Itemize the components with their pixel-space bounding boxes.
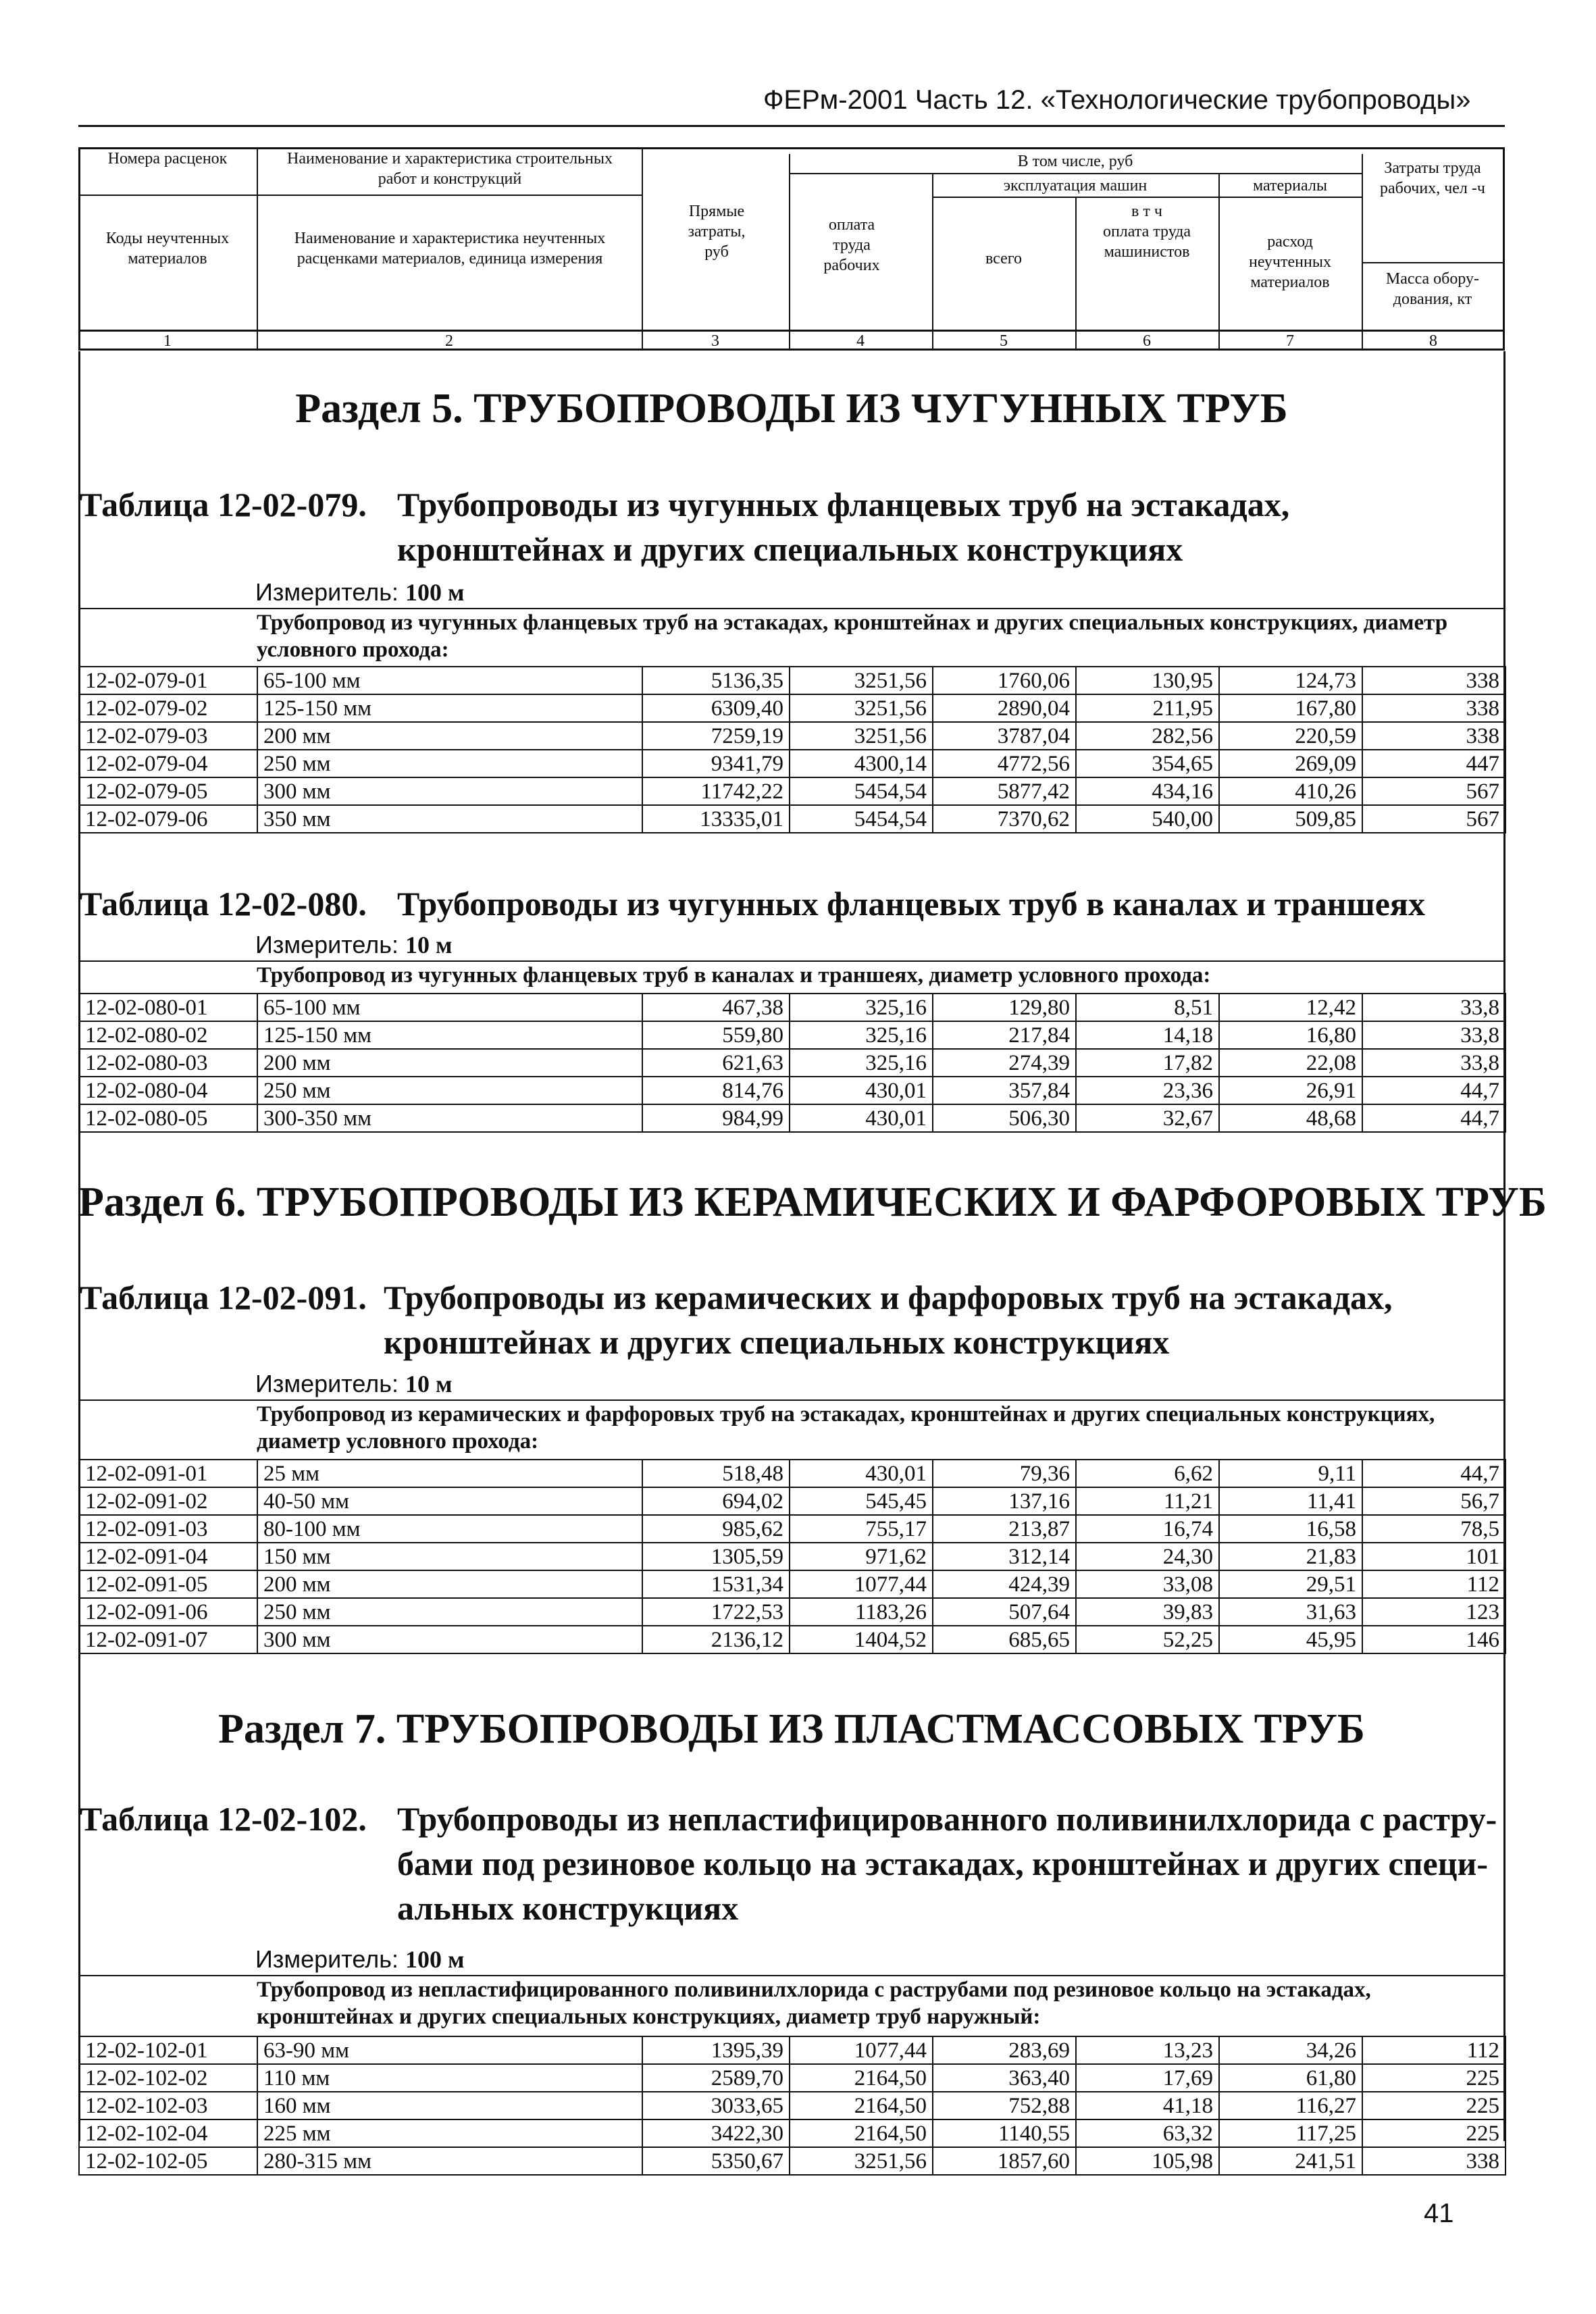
value-cell: 540,00 <box>1076 805 1219 833</box>
table-row <box>79 1077 1505 1104</box>
rate-code: 12-02-080-04 <box>79 1077 257 1104</box>
table-091-caption <box>80 1275 1503 1370</box>
materials-label: материалы <box>1252 177 1327 195</box>
table-row <box>79 1049 1505 1077</box>
col-divider <box>1218 174 1220 350</box>
value-cell: 39,83 <box>1076 1598 1219 1626</box>
diameter: 63-90 мм <box>257 2036 642 2064</box>
value-cell: 22,08 <box>1219 1049 1362 1077</box>
rate-code: 12-02-080-01 <box>79 994 257 1021</box>
value-cell: 21,83 <box>1219 1543 1362 1570</box>
rate-code: 12-02-091-05 <box>79 1570 257 1598</box>
row-divider <box>789 173 1362 174</box>
value-cell: 424,39 <box>933 1570 1076 1598</box>
meter-label: Измеритель: <box>255 578 398 606</box>
value-cell: 545,45 <box>790 1487 933 1515</box>
table-row <box>79 1487 1505 1515</box>
table-091-title: Трубопроводы из керамических и фарфоровых труб на эстакадах, кронштейнах и других специальных конструкциях <box>384 1279 1393 1361</box>
value-cell: 61,80 <box>1219 2064 1362 2092</box>
table-row <box>79 2119 1505 2147</box>
value-cell: 4300,14 <box>790 750 933 777</box>
rate-code: 12-02-091-01 <box>79 1460 257 1487</box>
col4-label: оплата труда рабочих <box>823 216 880 274</box>
table-091 <box>78 1459 1506 1654</box>
value-cell: 44,7 <box>1362 1104 1505 1132</box>
col-divider <box>1362 154 1363 350</box>
table-row <box>79 1460 1505 1487</box>
value-cell: 7370,62 <box>933 805 1076 833</box>
section-6-title: Раздел 6. ТРУБОПРОВОДЫ ИЗ КЕРАМИЧЕСКИХ И ФАРФОРОВЫХ ТРУБ <box>78 1179 1547 1225</box>
value-cell: 26,91 <box>1219 1077 1362 1104</box>
colnum-8: 8 <box>1429 332 1437 350</box>
header-rule <box>78 125 1505 127</box>
value-cell: 430,01 <box>790 1077 933 1104</box>
col6-label: оплата труда машинистов <box>1102 223 1191 261</box>
value-cell: 56,7 <box>1362 1487 1505 1515</box>
meter-value: 100 м <box>405 579 465 606</box>
value-cell: 129,80 <box>933 994 1076 1021</box>
value-cell: 447 <box>1362 750 1505 777</box>
diameter: 200 мм <box>257 1570 642 1598</box>
value-cell: 3251,56 <box>790 2147 933 2175</box>
value-cell: 3422,30 <box>642 2119 790 2147</box>
value-cell: 44,7 <box>1362 1460 1505 1487</box>
value-cell: 9,11 <box>1219 1460 1362 1487</box>
value-cell: 283,69 <box>933 2036 1076 2064</box>
col1-top-label: Номера расценок <box>107 150 228 168</box>
value-cell: 325,16 <box>790 1021 933 1049</box>
value-cell: 117,25 <box>1219 2119 1362 2147</box>
table-row <box>79 994 1505 1021</box>
table-102-subtitle: Трубопровод из непластифицированного поливинилхлорида с раструбами под резиновое кольцо на эстакадах, кронштейнах и других специальных конструкциях, диаметр труб наружный: <box>257 1978 1371 2029</box>
meter-label: Измеритель: <box>255 1945 398 1973</box>
colnum-3: 3 <box>711 332 719 350</box>
diameter: 110 мм <box>257 2064 642 2092</box>
value-cell: 325,16 <box>790 994 933 1021</box>
value-cell: 225 <box>1362 2064 1505 2092</box>
value-cell: 11,21 <box>1076 1487 1219 1515</box>
value-cell: 434,16 <box>1076 777 1219 805</box>
value-cell: 211,95 <box>1076 694 1219 722</box>
diameter: 40-50 мм <box>257 1487 642 1515</box>
value-cell: 112 <box>1362 1570 1505 1598</box>
table-080-label: Таблица 12-02-080. <box>80 885 367 923</box>
diameter: 65-100 мм <box>257 667 642 694</box>
rate-code: 12-02-080-03 <box>79 1049 257 1077</box>
value-cell: 123 <box>1362 1598 1505 1626</box>
col7-label: расход неучтенных материалов <box>1249 233 1331 291</box>
value-cell: 567 <box>1362 805 1505 833</box>
table-row <box>79 1104 1505 1132</box>
frame-right <box>1503 147 1505 350</box>
value-cell: 16,58 <box>1219 1515 1362 1543</box>
value-cell: 755,17 <box>790 1515 933 1543</box>
value-cell: 124,73 <box>1219 667 1362 694</box>
rate-code: 12-02-079-02 <box>79 694 257 722</box>
value-cell: 24,30 <box>1076 1543 1219 1570</box>
value-cell: 685,65 <box>933 1626 1076 1653</box>
value-cell: 752,88 <box>933 2092 1076 2119</box>
col-divider <box>789 154 790 350</box>
colnum-7: 7 <box>1286 332 1294 350</box>
value-cell: 338 <box>1362 2147 1505 2175</box>
value-cell: 2136,12 <box>642 1626 790 1653</box>
table-091-subtitle: Трубопровод из керамических и фарфоровых труб на эстакадах, кронштейнах и других специальных конструкциях, диаметр условного прохода: <box>257 1402 1435 1454</box>
diameter: 125-150 мм <box>257 1021 642 1049</box>
rate-code: 12-02-091-03 <box>79 1515 257 1543</box>
value-cell: 3251,56 <box>790 694 933 722</box>
value-cell: 338 <box>1362 694 1505 722</box>
table-091-meter <box>255 1370 453 1398</box>
value-cell: 17,69 <box>1076 2064 1219 2092</box>
table-row <box>79 2064 1505 2092</box>
colnum-1: 1 <box>163 332 172 350</box>
value-cell: 312,14 <box>933 1543 1076 1570</box>
rate-code: 12-02-102-05 <box>79 2147 257 2175</box>
value-cell: 985,62 <box>642 1515 790 1543</box>
colnum-4: 4 <box>856 332 865 350</box>
value-cell: 1404,52 <box>790 1626 933 1653</box>
col-divider <box>642 147 643 350</box>
value-cell: 3787,04 <box>933 722 1076 750</box>
value-cell: 2164,50 <box>790 2092 933 2119</box>
value-cell: 8,51 <box>1076 994 1219 1021</box>
value-cell: 4772,56 <box>933 750 1076 777</box>
section-7-title: Раздел 7. ТРУБОПРОВОДЫ ИЗ ПЛАСТМАССОВЫХ ТРУБ <box>218 1706 1365 1752</box>
value-cell: 101 <box>1362 1543 1505 1570</box>
diameter: 150 мм <box>257 1543 642 1570</box>
table-080-meter <box>255 931 453 959</box>
table-row <box>79 1598 1505 1626</box>
value-cell: 467,38 <box>642 994 790 1021</box>
value-cell: 1857,60 <box>933 2147 1076 2175</box>
value-cell: 518,48 <box>642 1460 790 1487</box>
table-row <box>79 1543 1505 1570</box>
value-cell: 3251,56 <box>790 722 933 750</box>
value-cell: 225 <box>1362 2092 1505 2119</box>
value-cell: 13335,01 <box>642 805 790 833</box>
col-divider <box>257 147 258 350</box>
rate-code: 12-02-079-05 <box>79 777 257 805</box>
value-cell: 2164,50 <box>790 2119 933 2147</box>
colnum-2: 2 <box>445 332 453 350</box>
value-cell: 338 <box>1362 667 1505 694</box>
row-divider <box>932 197 1362 198</box>
table-079-subtitle: Трубопровод из чугунных фланцевых труб на эстакадах, кронштейнах и других специальных конструкциях, диаметр условного прохода: <box>257 611 1448 662</box>
col2-bottom-label: Наименование и характеристика неучтенных расценками материалов, единица измерения <box>294 230 606 267</box>
diameter: 300 мм <box>257 777 642 805</box>
value-cell: 5877,42 <box>933 777 1076 805</box>
table-row <box>79 1515 1505 1543</box>
diameter: 250 мм <box>257 1077 642 1104</box>
value-cell: 5454,54 <box>790 805 933 833</box>
value-cell: 430,01 <box>790 1104 933 1132</box>
table-102-meter <box>255 1945 465 1974</box>
value-cell: 16,80 <box>1219 1021 1362 1049</box>
diameter: 65-100 мм <box>257 994 642 1021</box>
value-cell: 105,98 <box>1076 2147 1219 2175</box>
table-row <box>79 667 1505 694</box>
rate-code: 12-02-102-04 <box>79 2119 257 2147</box>
value-cell: 13,23 <box>1076 2036 1219 2064</box>
value-cell: 137,16 <box>933 1487 1076 1515</box>
meter-value: 10 м <box>405 1370 453 1397</box>
value-cell: 241,51 <box>1219 2147 1362 2175</box>
table-102 <box>78 2036 1506 2176</box>
value-cell: 14,18 <box>1076 1021 1219 1049</box>
table-079-label: Таблица 12-02-079. <box>80 486 367 523</box>
rate-code: 12-02-079-01 <box>79 667 257 694</box>
value-cell: 34,26 <box>1219 2036 1362 2064</box>
value-cell: 1077,44 <box>790 2036 933 2064</box>
col3-label: Прямые затраты, руб <box>688 203 746 261</box>
value-cell: 1077,44 <box>790 1570 933 1598</box>
rate-code: 12-02-080-05 <box>79 1104 257 1132</box>
value-cell: 7259,19 <box>642 722 790 750</box>
diameter: 350 мм <box>257 805 642 833</box>
table-079-title: Трубопроводы из чугунных фланцевых труб на эстакадах, кронштейнах и других специальных конструкциях <box>397 486 1290 568</box>
value-cell: 1183,26 <box>790 1598 933 1626</box>
meter-label: Измеритель: <box>255 931 398 958</box>
table-row <box>79 805 1505 833</box>
value-cell: 5454,54 <box>790 777 933 805</box>
diameter: 300-350 мм <box>257 1104 642 1132</box>
btch-label: в т ч <box>1131 203 1162 220</box>
value-cell: 79,36 <box>933 1460 1076 1487</box>
table-080 <box>78 993 1506 1133</box>
diameter: 225 мм <box>257 2119 642 2147</box>
row-divider <box>78 195 642 196</box>
value-cell: 282,56 <box>1076 722 1219 750</box>
value-cell: 32,67 <box>1076 1104 1219 1132</box>
rate-code: 12-02-079-04 <box>79 750 257 777</box>
diameter: 200 мм <box>257 1049 642 1077</box>
value-cell: 506,30 <box>933 1104 1076 1132</box>
value-cell: 509,85 <box>1219 805 1362 833</box>
table-102-caption <box>80 1797 1503 1938</box>
table-row <box>79 694 1505 722</box>
table-row <box>79 777 1505 805</box>
rate-code: 12-02-091-04 <box>79 1543 257 1570</box>
table-102-label: Таблица 12-02-102. <box>80 1800 367 1838</box>
colnum-5: 5 <box>1000 332 1008 350</box>
value-cell: 274,39 <box>933 1049 1076 1077</box>
value-cell: 410,26 <box>1219 777 1362 805</box>
value-cell: 213,87 <box>933 1515 1076 1543</box>
value-cell: 116,27 <box>1219 2092 1362 2119</box>
value-cell: 984,99 <box>642 1104 790 1132</box>
rate-code: 12-02-079-06 <box>79 805 257 833</box>
value-cell: 1531,34 <box>642 1570 790 1598</box>
value-cell: 11,41 <box>1219 1487 1362 1515</box>
rate-code: 12-02-102-03 <box>79 2092 257 2119</box>
diameter: 250 мм <box>257 750 642 777</box>
value-cell: 33,8 <box>1362 1021 1505 1049</box>
value-cell: 1140,55 <box>933 2119 1076 2147</box>
table-row <box>79 2036 1505 2064</box>
table-091-label: Таблица 12-02-091. <box>80 1279 367 1316</box>
col5-label: всего <box>985 250 1023 267</box>
table-row <box>79 722 1505 750</box>
value-cell: 1760,06 <box>933 667 1076 694</box>
diameter: 300 мм <box>257 1626 642 1653</box>
rate-code: 12-02-091-06 <box>79 1598 257 1626</box>
value-cell: 325,16 <box>790 1049 933 1077</box>
diameter: 200 мм <box>257 722 642 750</box>
value-cell: 33,08 <box>1076 1570 1219 1598</box>
meter-value: 10 м <box>405 931 453 958</box>
value-cell: 559,80 <box>642 1021 790 1049</box>
value-cell: 52,25 <box>1076 1626 1219 1653</box>
value-cell: 16,74 <box>1076 1515 1219 1543</box>
value-cell: 694,02 <box>642 1487 790 1515</box>
table-079 <box>78 666 1506 833</box>
running-header: ФЕРм-2001 Часть 12. «Технологические трубопроводы» <box>763 85 1471 115</box>
table-row <box>79 2147 1505 2175</box>
value-cell: 33,8 <box>1362 994 1505 1021</box>
value-cell: 1305,59 <box>642 1543 790 1570</box>
value-cell: 41,18 <box>1076 2092 1219 2119</box>
value-cell: 225 <box>1362 2119 1505 2147</box>
value-cell: 217,84 <box>933 1021 1076 1049</box>
value-cell: 48,68 <box>1219 1104 1362 1132</box>
table-row <box>79 2092 1505 2119</box>
machines-label: эксплуатация машин <box>1003 177 1148 195</box>
value-cell: 29,51 <box>1219 1570 1362 1598</box>
group-label: В том числе, руб <box>1017 153 1133 170</box>
value-cell: 9341,79 <box>642 750 790 777</box>
diameter: 280-315 мм <box>257 2147 642 2175</box>
value-cell: 5136,35 <box>642 667 790 694</box>
value-cell: 23,36 <box>1076 1077 1219 1104</box>
value-cell: 269,09 <box>1219 750 1362 777</box>
table-102-title: Трубопроводы из непластифицированного поливинилхлорида с растру-бами под резиновое кольцо на эстакадах, кронштейнах и других специ-альных конструкциях <box>397 1800 1497 1927</box>
column-header <box>78 147 1505 351</box>
value-cell: 3033,65 <box>642 2092 790 2119</box>
rate-code: 12-02-080-02 <box>79 1021 257 1049</box>
value-cell: 971,62 <box>790 1543 933 1570</box>
value-cell: 621,63 <box>642 1049 790 1077</box>
col8-top-label: Затраты труда рабочих, чел -ч <box>1380 159 1485 197</box>
value-cell: 6309,40 <box>642 694 790 722</box>
value-cell: 33,8 <box>1362 1049 1505 1077</box>
value-cell: 357,84 <box>933 1077 1076 1104</box>
meter-value: 100 м <box>405 1946 465 1973</box>
value-cell: 338 <box>1362 722 1505 750</box>
value-cell: 430,01 <box>790 1460 933 1487</box>
table-079-meter <box>255 578 465 607</box>
diameter: 160 мм <box>257 2092 642 2119</box>
colnum-6: 6 <box>1143 332 1151 350</box>
value-cell: 5350,67 <box>642 2147 790 2175</box>
value-cell: 44,7 <box>1362 1077 1505 1104</box>
rate-code: 12-02-102-01 <box>79 2036 257 2064</box>
value-cell: 363,40 <box>933 2064 1076 2092</box>
table-row <box>79 1570 1505 1598</box>
table-079-caption <box>80 482 1503 577</box>
diameter: 125-150 мм <box>257 694 642 722</box>
frame-left <box>78 147 80 350</box>
value-cell: 45,95 <box>1219 1626 1362 1653</box>
value-cell: 17,82 <box>1076 1049 1219 1077</box>
diameter: 80-100 мм <box>257 1515 642 1543</box>
value-cell: 814,76 <box>642 1077 790 1104</box>
value-cell: 78,5 <box>1362 1515 1505 1543</box>
value-cell: 2890,04 <box>933 694 1076 722</box>
col8-bottom-label: Масса обору-дования, кт <box>1385 270 1480 308</box>
rate-code: 12-02-091-02 <box>79 1487 257 1515</box>
diameter: 250 мм <box>257 1598 642 1626</box>
col2-top-label: Наименование и характеристика строительных работ и конструкций <box>287 150 613 188</box>
value-cell: 63,32 <box>1076 2119 1219 2147</box>
col1-bottom-label: Коды неучтенных материалов <box>105 230 230 267</box>
rate-code: 12-02-079-03 <box>79 722 257 750</box>
value-cell: 2164,50 <box>790 2064 933 2092</box>
value-cell: 11742,22 <box>642 777 790 805</box>
table-080-caption <box>80 881 1503 929</box>
value-cell: 12,42 <box>1219 994 1362 1021</box>
rate-code: 12-02-102-02 <box>79 2064 257 2092</box>
value-cell: 6,62 <box>1076 1460 1219 1487</box>
diameter: 25 мм <box>257 1460 642 1487</box>
table-row <box>79 1626 1505 1653</box>
row-divider <box>1363 262 1503 263</box>
value-cell: 567 <box>1362 777 1505 805</box>
meter-label: Измеритель: <box>255 1370 398 1397</box>
table-row <box>79 1021 1505 1049</box>
value-cell: 507,64 <box>933 1598 1076 1626</box>
value-cell: 130,95 <box>1076 667 1219 694</box>
value-cell: 1722,53 <box>642 1598 790 1626</box>
value-cell: 112 <box>1362 2036 1505 2064</box>
value-cell: 167,80 <box>1219 694 1362 722</box>
value-cell: 31,63 <box>1219 1598 1362 1626</box>
page-number: 41 <box>1424 2199 1454 2228</box>
value-cell: 3251,56 <box>790 667 933 694</box>
section-5-title: Раздел 5. ТРУБОПРОВОДЫ ИЗ ЧУГУННЫХ ТРУБ <box>295 386 1288 432</box>
value-cell: 220,59 <box>1219 722 1362 750</box>
value-cell: 146 <box>1362 1626 1505 1653</box>
table-row <box>79 750 1505 777</box>
table-080-subtitle: Трубопровод из чугунных фланцевых труб в каналах и траншеях, диаметр условного прохода: <box>257 963 1211 987</box>
rate-code: 12-02-091-07 <box>79 1626 257 1653</box>
value-cell: 1395,39 <box>642 2036 790 2064</box>
table-080-title: Трубопроводы из чугунных фланцевых труб в каналах и траншеях <box>397 885 1425 923</box>
value-cell: 2589,70 <box>642 2064 790 2092</box>
value-cell: 354,65 <box>1076 750 1219 777</box>
